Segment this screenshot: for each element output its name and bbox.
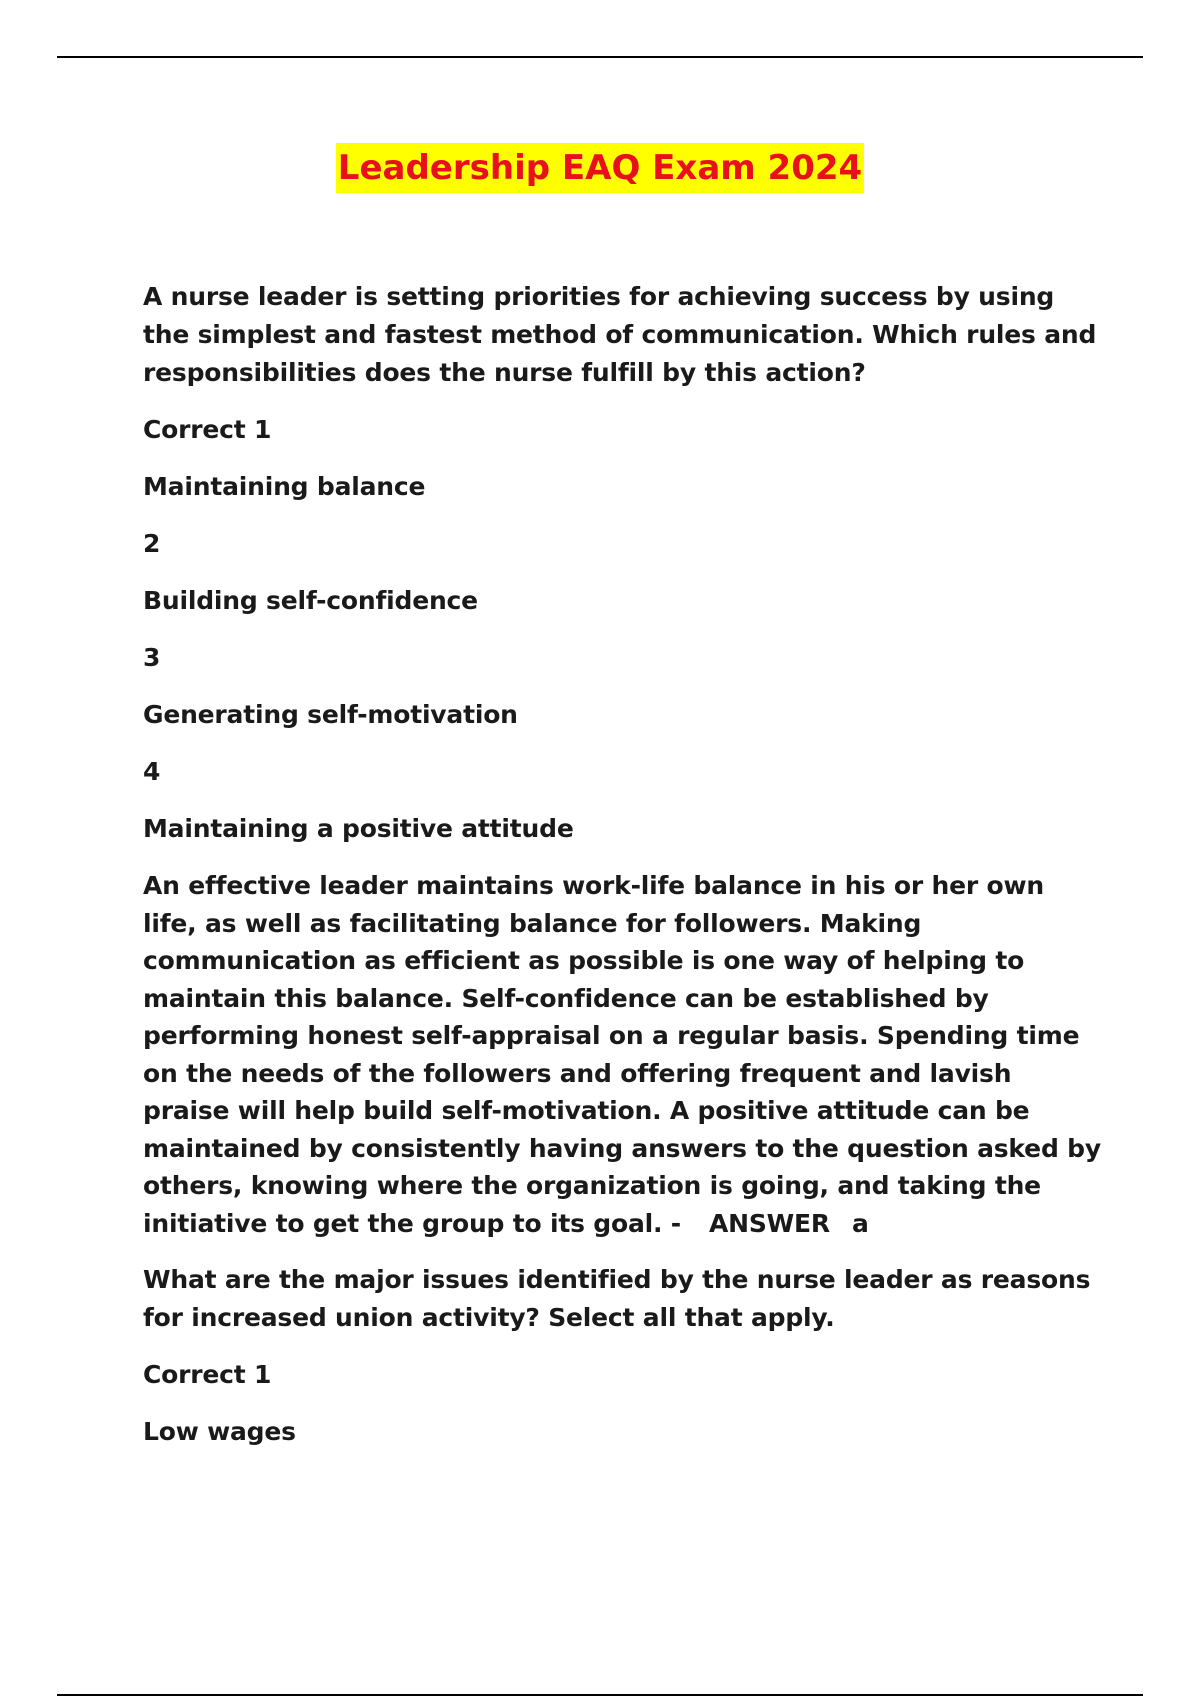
page-title: Leadership EAQ Exam 2024	[336, 143, 864, 193]
question-1-number-3: 3	[143, 643, 161, 672]
question-2-correct-label: Correct 1	[143, 1360, 272, 1389]
question-1-rationale	[143, 867, 1103, 1242]
rationale-text: An effective leader maintains work-life balance in his or her own life, as well as facilitating balance for followers. Making communication as efficient as possible is one way of helping to maintain this balance. Self-confidence can be established by performing honest self-appraisal on a regular basis. Spending time on the needs of the followers and offering frequent and lavish praise will help build self-motivation. A positive attitude can be maintained by consistently having answers to the question asked by others, knowing where the organization is going, and taking the initiative to get the group to its goal. -	[143, 871, 1101, 1238]
answer-label: ANSWER	[708, 1208, 830, 1238]
question-1-number-2: 2	[143, 529, 161, 558]
question-1-option-2: Building self-confidence	[143, 586, 478, 615]
title-container	[0, 143, 1200, 193]
question-1-option-3: Generating self-motivation	[143, 700, 518, 729]
document-body	[143, 278, 1103, 1470]
answer-value: a	[851, 1208, 869, 1238]
question-2-text: What are the major issues identified by the nurse leader as reasons for increased union activity? Select all that apply.	[143, 1265, 1091, 1332]
question-1-option-4: Maintaining a positive attitude	[143, 814, 574, 843]
bottom-rule	[57, 1694, 1143, 1696]
question-1-correct-label: Correct 1	[143, 415, 272, 444]
question-1-text: A nurse leader is setting priorities for achieving success by using the simplest and fastest method of communication. Which rules and responsibilities does the nurse fulfill by this action?	[143, 282, 1097, 387]
question-2-option-1: Low wages	[143, 1417, 296, 1446]
question-1-number-4: 4	[143, 757, 161, 786]
top-rule	[57, 56, 1143, 58]
question-1-option-1: Maintaining balance	[143, 472, 426, 501]
